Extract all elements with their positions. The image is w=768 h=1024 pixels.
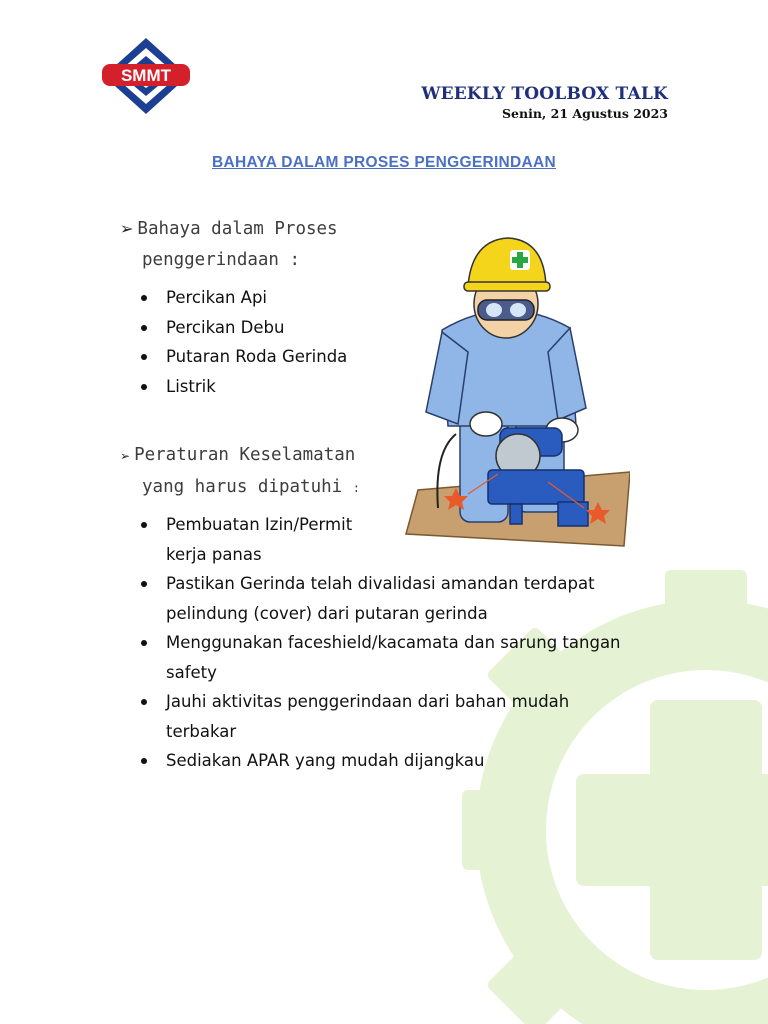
list-item: [138, 746, 621, 776]
header-title: WEEKLY TOOLBOX TALK: [421, 84, 668, 104]
list-item-line2: terbakar: [166, 721, 237, 741]
worker-grinding-illustration: [398, 212, 630, 552]
section-1-heading: [120, 213, 338, 276]
arrow-bullet-icon: ➢: [120, 219, 134, 238]
list-item-line2: pelindung (cover) dari putaran gerinda: [166, 603, 488, 623]
smmt-logo: [100, 36, 192, 116]
list-item-line2: safety: [166, 662, 217, 682]
list-item-line1: Pembuatan Izin/Permit: [166, 515, 353, 534]
list-item: Percikan Debu: [138, 313, 347, 343]
list-item-line1: Jauhi aktivitas penggerindaan dari bahan mudah: [166, 692, 570, 711]
header-block: [421, 84, 668, 121]
list-item: Percikan Api: [138, 283, 347, 313]
logo-text: SMMT: [120, 66, 172, 85]
list-item-line1: Menggunakan faceshield/kacamata dan sarung tangan: [166, 633, 621, 652]
document-title: BAHAYA DALAM PROSES PENGGERINDAAN: [211, 154, 557, 171]
list-item: [138, 569, 621, 628]
safety-rules-list: [138, 510, 621, 776]
section-1-heading-line2: penggerindaan :: [142, 250, 301, 270]
header-date: Senin, 21 Agustus 2023: [502, 106, 668, 121]
section-2-heading-line2: yang harus dipatuhi: [142, 477, 343, 497]
list-item: Putaran Roda Gerinda: [138, 342, 347, 372]
list-item-line1: Sediakan APAR yang mudah dijangkau: [166, 751, 485, 770]
list-item: Listrik: [138, 372, 347, 402]
section-2-heading: [120, 440, 360, 504]
arrow-bullet-icon: ➢: [120, 449, 131, 463]
list-item: [138, 687, 621, 746]
hazard-list: [138, 283, 347, 401]
section-2-heading-line1: Peraturan Keselamatan: [134, 445, 356, 465]
section-1-heading-line1: Bahaya dalam Proses: [137, 219, 338, 239]
list-item: [138, 628, 621, 687]
section-2-heading-colon: :: [352, 481, 360, 495]
list-item: [138, 510, 621, 569]
list-item-line2: kerja panas: [166, 544, 262, 564]
list-item-line1: Pastikan Gerinda telah divalidasi amandan terdapat: [166, 574, 595, 593]
